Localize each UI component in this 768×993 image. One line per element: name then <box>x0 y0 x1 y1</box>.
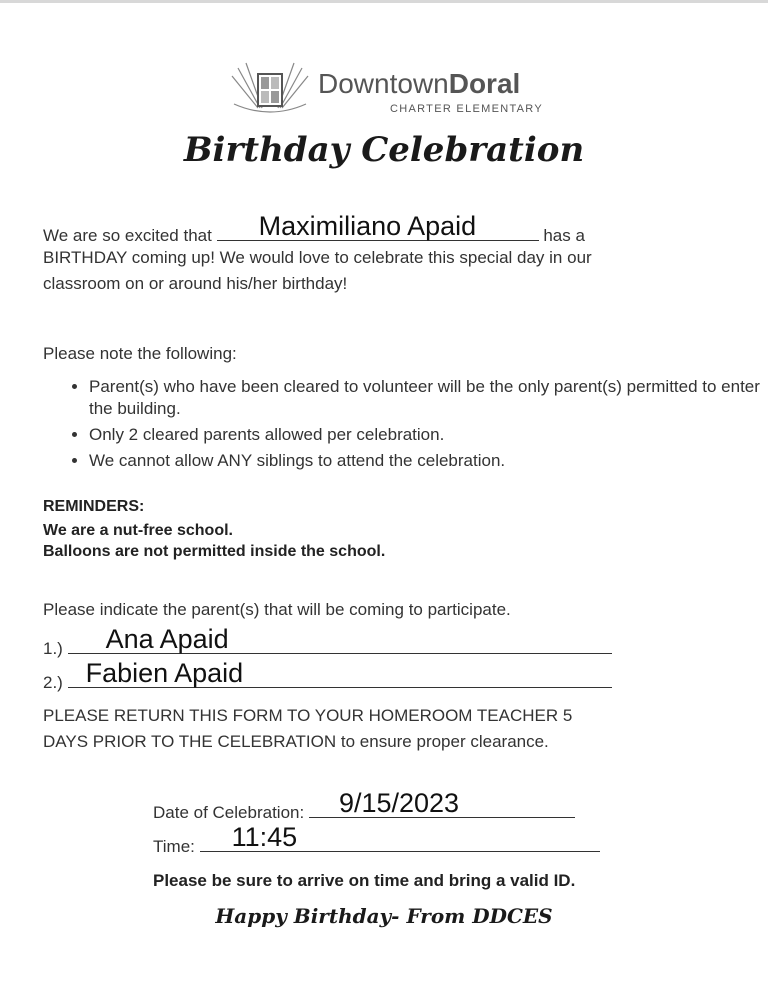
arrival-note: Please be sure to arrive on time and bring a valid ID. <box>153 871 576 890</box>
notes-list <box>43 376 768 476</box>
list-item: • We cannot allow ANY siblings to attend the celebration. <box>89 450 768 472</box>
page-title: Birthday Celebration <box>183 130 585 170</box>
celebration-date-field[interactable] <box>309 788 575 818</box>
intro-line-3: classroom on or around his/her birthday! <box>43 274 348 293</box>
reminder-nut-free: We are a nut-free school. <box>43 522 233 539</box>
participant-1-name: Ana Apaid <box>105 624 229 654</box>
notes-heading: Please note the following: <box>43 344 237 363</box>
return-notice-line-2: DAYS PRIOR TO THE CELEBRATION to ensure proper clearance. <box>43 732 549 751</box>
participant-row: 2.) Fabien Apaid <box>43 670 612 693</box>
celebration-time: 11:45 <box>231 822 298 852</box>
list-item: • Only 2 cleared parents allowed per celebration. <box>89 424 768 446</box>
reminder-balloons: Balloons are not permitted inside the school. <box>43 543 386 560</box>
school-logo <box>228 58 548 128</box>
intro-line-2: BIRTHDAY coming up! We would love to celebrate this special day in our <box>43 248 592 267</box>
date-row: Date of Celebration: 9/15/2023 <box>153 800 575 823</box>
list-item: • Parent(s) who have been cleared to volunteer will be the only parent(s) permitted to enter the building. <box>89 376 768 420</box>
time-row: Time: 11:45 <box>153 834 600 857</box>
intro-line-1: We are so excited that Maximiliano Apaid has a <box>43 211 585 245</box>
celebration-date: 9/15/2023 <box>338 788 460 818</box>
participant-row: 1.) Ana Apaid <box>43 636 612 659</box>
school-name: DowntownDoral <box>318 68 521 99</box>
return-notice-line-1: PLEASE RETURN THIS FORM TO YOUR HOMEROOM TEACHER 5 <box>43 706 573 725</box>
school-subtitle: CHARTER ELEMENTARY <box>390 103 543 115</box>
school-logo-mark-icon <box>228 58 312 120</box>
participant-2-name: Fabien Apaid <box>85 658 244 688</box>
participants-prompt: Please indicate the parent(s) that will be coming to participate. <box>43 600 511 619</box>
reminders-heading: REMINDERS: <box>43 498 145 515</box>
closing-message: Happy Birthday- From DDCES <box>215 904 553 928</box>
student-name: Maximiliano Apaid <box>258 211 477 241</box>
scan-edge <box>0 0 768 3</box>
